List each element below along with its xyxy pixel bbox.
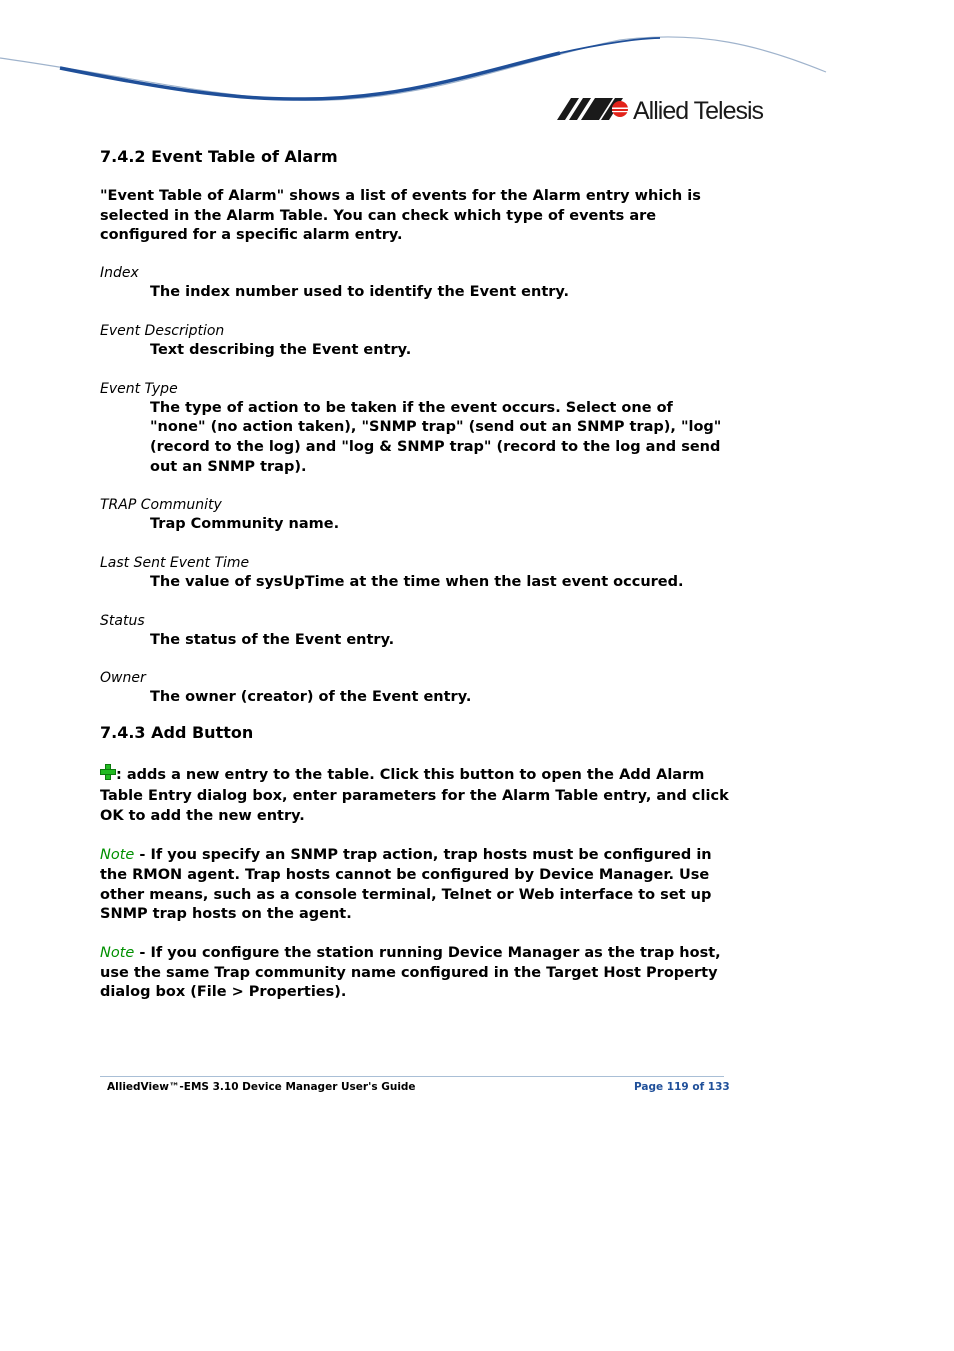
- desc-status: The status of the Event entry.: [150, 631, 395, 648]
- desc-owner: The owner (creator) of the Event entry.: [150, 689, 472, 706]
- note-2-text: - If you configure the station running Device Manager as the trap host, use the same Trap community name configured in the Target Host Property dialog box (File > Properties).: [100, 945, 721, 1001]
- note-2-label: Note: [100, 945, 135, 962]
- allied-telesis-logo: [557, 92, 777, 128]
- note-1: [100, 846, 730, 925]
- section-heading-add-button: 7.4.3 Add Button: [100, 723, 254, 743]
- term-index: Index: [100, 265, 139, 282]
- note-1-text: - If you specify an SNMP trap action, trap hosts must be configured in the RMON agent. Trap hosts cannot be configured by Device Manager. Use other means, such as a console terminal, Telnet or Web interface to set up SNMP trap hosts on the agent.: [100, 847, 712, 923]
- section-intro: "Event Table of Alarm" shows a list of events for the Alarm entry which is selected in the Alarm Table. You can check which type of events are configured for a specific alarm entry.: [100, 188, 701, 244]
- term-status: Status: [100, 612, 145, 629]
- footer-divider: [100, 1076, 724, 1077]
- desc-trap-community: Trap Community name.: [150, 516, 340, 533]
- term-owner: Owner: [100, 670, 146, 687]
- term-trap-community: TRAP Community: [100, 497, 222, 514]
- note-1-label: Note: [100, 847, 135, 864]
- note-2: [100, 944, 730, 1003]
- term-last-sent-event-time: Last Sent Event Time: [100, 555, 250, 572]
- footer-guide-title: AlliedView™-EMS 3.10 Device Manager User's Guide: [107, 1081, 416, 1093]
- desc-index: The index number used to identify the Event entry.: [150, 284, 570, 301]
- add-plus-icon: [100, 764, 116, 787]
- section-heading-event-table: 7.4.2 Event Table of Alarm: [100, 147, 338, 166]
- add-button-text: : adds a new entry to the table. Click this button to open the Add Alarm Table Entry dialog box, enter parameters for the Alarm Table entry, and click OK to add the new entry.: [100, 767, 729, 824]
- desc-event-type: The type of action to be taken if the event occurs. Select one of "none" (no action taken), "SNMP trap" (send out an SNMP trap), "log" (record to the log) and "log & SNMP trap" (record to the log and send out an SNMP trap).: [150, 399, 722, 475]
- add-button-description: [100, 764, 730, 826]
- header-swoosh: [0, 20, 954, 110]
- desc-event-description: Text describing the Event entry.: [150, 341, 412, 358]
- term-event-description: Event Description: [100, 322, 225, 339]
- term-event-type: Event Type: [100, 380, 178, 397]
- page-content: [100, 147, 730, 1003]
- footer-page-number: Page 119 of 133: [634, 1081, 730, 1093]
- desc-last-sent-event-time: The value of sysUpTime at the time when the last event occured.: [150, 574, 684, 591]
- logo-wordmark: Allied Telesis: [633, 97, 764, 124]
